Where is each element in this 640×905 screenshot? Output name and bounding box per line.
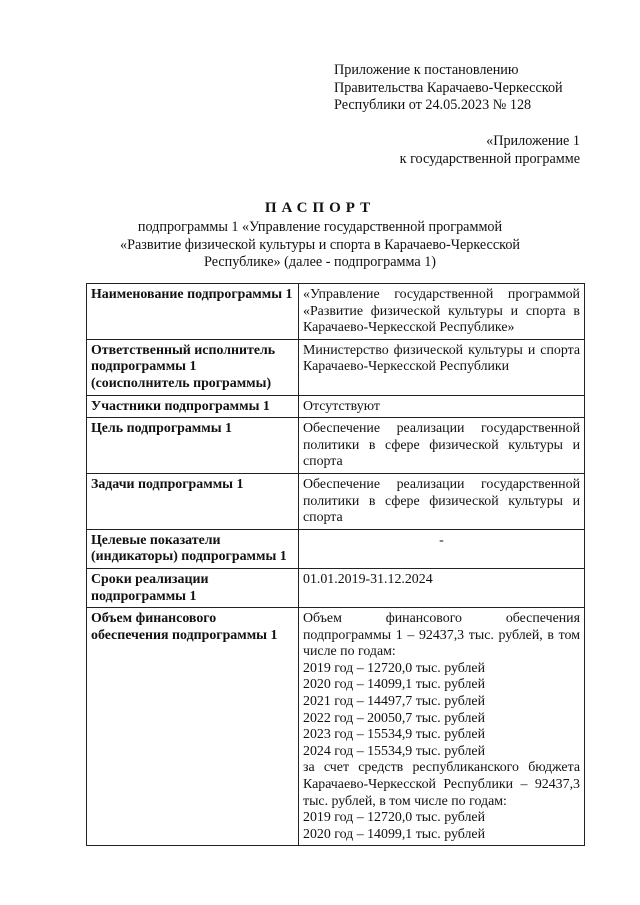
row-label: Объем финансового обеспечения подпрограммы 1 bbox=[87, 608, 299, 846]
document-title: ПАСПОРТ bbox=[264, 200, 376, 216]
attachment-line: Республики от 24.05.2023 № 128 bbox=[334, 97, 532, 113]
attachment-line: Приложение к постановлению bbox=[334, 62, 519, 78]
subtitle-line: подпрограммы 1 «Управление государственной программой bbox=[137, 219, 503, 235]
row-label: Наименование подпрограммы 1 bbox=[87, 284, 299, 340]
row-label: Целевые показатели (индикаторы) подпрограммы 1 bbox=[87, 529, 299, 568]
passport-table bbox=[86, 283, 585, 846]
funding-year-line: 2020 год – 14099,1 тыс. рублей bbox=[303, 677, 486, 693]
row-label: Задачи подпрограммы 1 bbox=[87, 473, 299, 529]
row-value: Отсутствуют bbox=[299, 395, 585, 418]
funding-year-line: 2021 год – 14497,7 тыс. рублей bbox=[303, 694, 486, 710]
funding-year-line: 2024 год – 15534,9 тыс. рублей bbox=[303, 743, 486, 759]
row-value: Обеспечение реализации государственной политики в сфере физической культуры и спорта bbox=[299, 418, 585, 474]
funding-budget-text: за счет средств республиканского бюджета Карачаево-Черкесской Республики – 92437,3 тыс. рублей, в том числе по годам: bbox=[303, 760, 580, 809]
attachment-note bbox=[334, 62, 604, 115]
funding-intro: Объем финансового обеспечения подпрограммы 1 – 92437,3 тыс. рублей, в том числе по годам: bbox=[303, 611, 580, 660]
document-subtitle bbox=[90, 219, 550, 272]
row-value: «Управление государственной программой «Развитие физической культуры и спорта в Карачаево-Черкесской Республике» bbox=[299, 284, 585, 340]
row-value: Министерство физической культуры и спорта Карачаево-Черкесской Республики bbox=[299, 339, 585, 395]
row-value: - bbox=[299, 529, 585, 568]
funding-budget-year-line: 2019 год – 12720,0 тыс. рублей bbox=[303, 810, 486, 826]
table-row bbox=[87, 284, 585, 340]
table-row bbox=[87, 568, 585, 607]
table-row-funding bbox=[87, 608, 585, 846]
table-row bbox=[87, 395, 585, 418]
funding-year-line: 2019 год – 12720,0 тыс. рублей bbox=[303, 660, 486, 676]
funding-year-line: 2023 год – 15534,9 тыс. рублей bbox=[303, 727, 486, 743]
row-label: Сроки реализации подпрограммы 1 bbox=[87, 568, 299, 607]
subtitle-line: Республике» (далее - подпрограмма 1) bbox=[203, 254, 437, 270]
table-row bbox=[87, 418, 585, 474]
table-row bbox=[87, 339, 585, 395]
row-label: Цель подпрограммы 1 bbox=[87, 418, 299, 474]
subtitle-line: «Развитие физической культуры и спорта в Карачаево-Черкесской bbox=[119, 236, 521, 253]
table-row bbox=[87, 473, 585, 529]
funding-budget-year-line: 2020 год – 14099,1 тыс. рублей bbox=[303, 826, 486, 842]
row-value: Обеспечение реализации государственной политики в сфере физической культуры и спорта bbox=[299, 473, 585, 529]
appendix-line: к государственной программе bbox=[399, 151, 580, 167]
appendix-note bbox=[400, 132, 580, 168]
attachment-line: Правительства Карачаево-Черкесской bbox=[334, 79, 563, 96]
row-label: Ответственный исполнитель подпрограммы 1 (соисполнитель программы) bbox=[87, 339, 299, 395]
row-label: Участники подпрограммы 1 bbox=[87, 395, 299, 418]
appendix-line: «Приложение 1 bbox=[486, 133, 580, 149]
table-row bbox=[87, 529, 585, 568]
funding-year-line: 2022 год – 20050,7 тыс. рублей bbox=[303, 710, 486, 726]
row-value: 01.01.2019-31.12.2024 bbox=[299, 568, 585, 607]
funding-details bbox=[299, 608, 585, 846]
